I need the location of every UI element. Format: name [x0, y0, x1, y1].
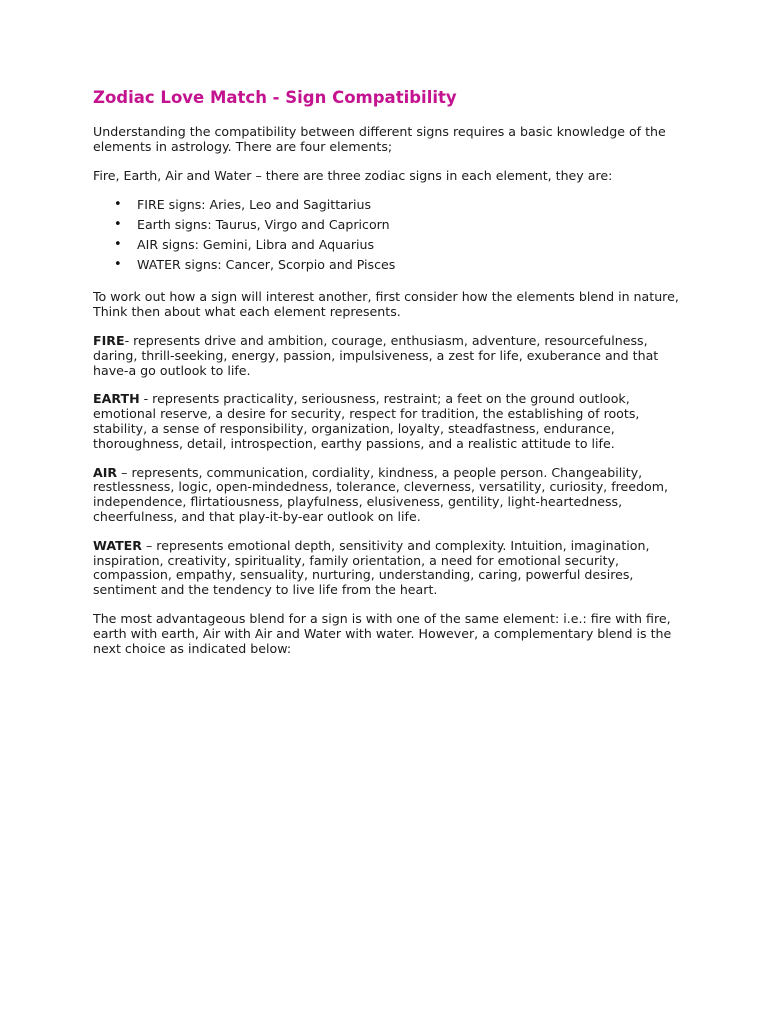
- list-item: [114, 195, 683, 215]
- definition-text: – represents emotional depth, sensitivity and complexity. Intuition, imagination, inspiration, creativity, spirituality, family orientation, a need for emotional security, compassion, empathy, sensuality, nurturing, understanding, caring, powerful desires, sentiment and the tendency to live life from the heart.: [93, 537, 650, 598]
- definition-text: - represents practicality, seriousness, restraint; a feet on the ground outlook, emotional reserve, a desire for security, respect for tradition, the establishing of roots, stability, a sense of responsibility, organization, loyalty, steadfastness, endurance, thoroughness, detail, introspection, earthy passions, and a realistic attitude to life.: [93, 391, 640, 451]
- list-item-text: WATER signs: Cancer, Scorpio and Pisces: [137, 257, 396, 273]
- definition-term: EARTH: [93, 391, 140, 407]
- page-title: Zodiac Love Match - Sign Compatibility: [93, 88, 457, 107]
- fire-definition: [93, 334, 683, 378]
- definition-term: AIR: [93, 464, 118, 480]
- list-item-text: AIR signs: Gemini, Libra and Aquarius: [137, 237, 375, 253]
- conclusion-paragraph: The most advantageous blend for a sign is with one of the same element: i.e.: fire with fire, earth with earth, Air with Air and Water with water. However, a complementary blend is the next choice as indicated below:: [93, 610, 672, 656]
- water-definition: [93, 539, 683, 598]
- list-item: [114, 235, 683, 255]
- definition-text: - represents drive and ambition, courage, enthusiasm, adventure, resourcefulness, daring, thrill-seeking, energy, passion, impulsiveness, a zest for life, exuberance and that have-a go outlook to life.: [93, 332, 659, 378]
- definition-term: WATER: [93, 537, 142, 553]
- list-item-text: Earth signs: Taurus, Virgo and Capricorn: [137, 217, 390, 233]
- definition-text: – represents, communication, cordiality, kindness, a people person. Changeability, restlessness, logic, open-mindedness, tolerance, cleverness, versatility, curiosity, freedom, independence, flirtatiousness, playfulness, elusiveness, gentility, light-heartedness, cheerfulness, and that play-it-by-ear outlook on life.: [93, 464, 668, 524]
- list-item: [114, 255, 683, 275]
- earth-definition: [93, 392, 683, 451]
- intro-paragraph: Understanding the compatibility between different signs requires a basic knowledge of the elements in astrology. There are four elements;: [93, 124, 666, 154]
- document-page: [93, 88, 683, 670]
- bullet-icon: •: [114, 237, 122, 253]
- bullet-icon: •: [114, 217, 122, 233]
- list-item: [114, 215, 683, 235]
- blend-intro-paragraph: To work out how a sign will interest another, first consider how the elements blend in nature, Think then about what each element represents.: [93, 289, 679, 320]
- list-item-text: FIRE signs: Aries, Leo and Sagittarius: [137, 197, 372, 213]
- bullet-icon: •: [114, 257, 122, 273]
- air-definition: [93, 466, 683, 525]
- elements-paragraph: Fire, Earth, Air and Water – there are three zodiac signs in each element, they are:: [93, 167, 613, 183]
- definition-term: FIRE: [93, 332, 125, 348]
- bullet-icon: •: [114, 197, 122, 213]
- signs-list: [93, 195, 683, 275]
